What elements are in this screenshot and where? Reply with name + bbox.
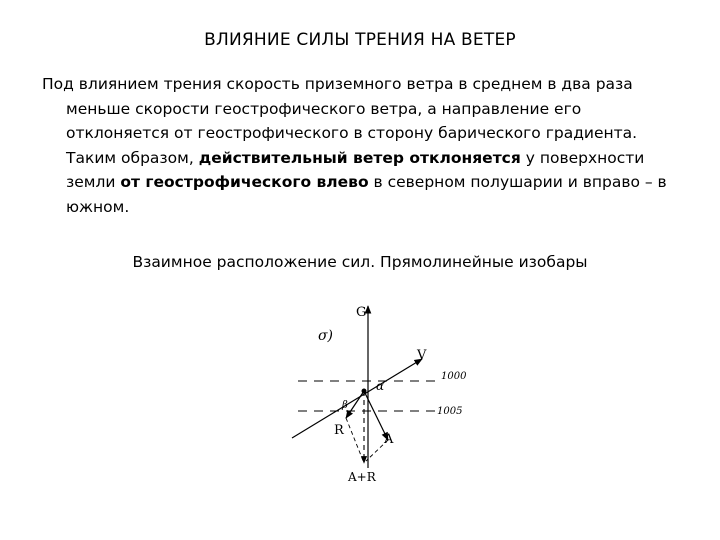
paragraph-line-3: отклоняется от геострофического в сторону барического градиента.: [66, 124, 638, 142]
page-title: ВЛИЯНИЕ СИЛЫ ТРЕНИЯ НА ВЕТЕР: [204, 30, 516, 50]
construction-line-1: [346, 418, 364, 463]
label-g: G: [356, 305, 367, 320]
paragraph-line-5-end: в северном полушарии и вправо – в: [368, 173, 667, 191]
isobar-1005-label: 1005: [437, 406, 463, 417]
label-v: V: [417, 348, 427, 363]
paragraph-line-1: Под влиянием трения скорость приземного ветра в среднем в два раза: [42, 75, 633, 93]
panel-label: σ): [318, 328, 334, 344]
label-r: R: [334, 423, 344, 438]
paragraph-line-4-bold: действительный ветер отклоняется: [198, 148, 521, 167]
paragraph-line-4: [42, 146, 672, 171]
label-beta: β: [342, 400, 348, 411]
label-a-plus-r: A+R: [348, 470, 376, 484]
paragraph-line-5: [42, 170, 672, 195]
body-paragraph: [42, 72, 672, 219]
wind-vector-v: [292, 359, 422, 438]
isobar-1000-label: 1000: [441, 371, 467, 382]
figure-caption: Взаимное расположение сил. Прямолинейные изобары: [132, 253, 588, 271]
paragraph-line-5-bold: от геострофического влево: [120, 173, 369, 191]
origin-point: [362, 389, 367, 394]
paragraph-line-2: меньше скорости геострофического ветра, а направление его: [66, 99, 582, 118]
paragraph-line-6: южном.: [66, 197, 130, 216]
force-diagram: [280, 298, 467, 488]
paragraph-line-4-end: у поверхности: [520, 148, 645, 167]
force-vector-r: [346, 391, 364, 418]
paragraph-line-5-start: земли: [66, 173, 121, 191]
label-alpha: α: [376, 379, 385, 393]
paragraph-line-4-start: Таким образом,: [66, 148, 199, 167]
label-a: A: [384, 432, 394, 447]
